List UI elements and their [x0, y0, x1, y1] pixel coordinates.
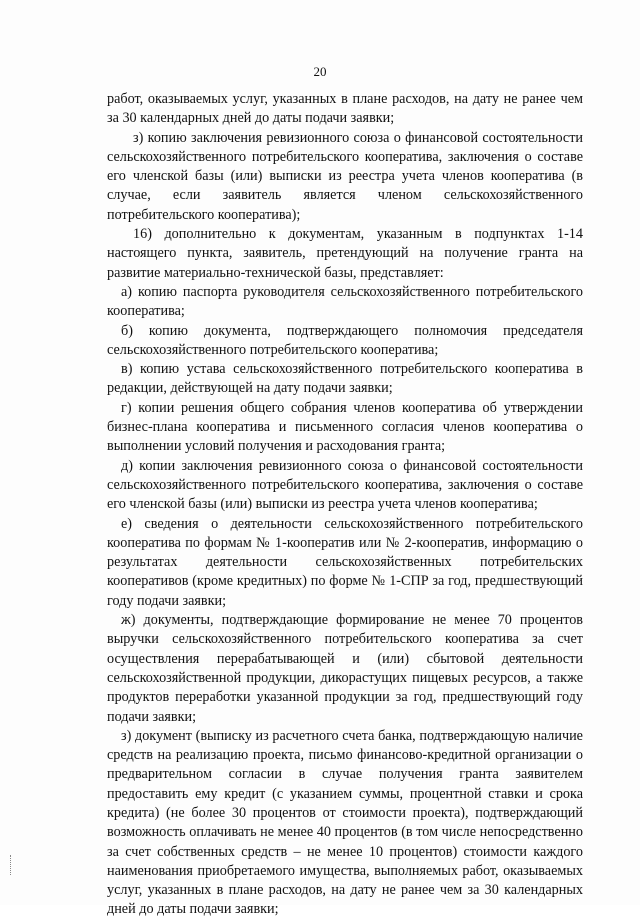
scan-margin-mark	[10, 855, 12, 875]
paragraph-item-z: з) копию заключения ревизионного союза о финансовой состоятельности сельскохозяйственного потребительского кооператива, заключения о составе его членской базы (или) выписки из реестра учета членов кооператива (в случае, если заявитель является членом сельскохозяйственного потребительского кооператива);	[107, 129, 583, 223]
paragraph-item-z2: з) документ (выписку из расчетного счета банка, подтверждающую наличие средств на реализацию проекта, письмо финансово-кредитной организации о предварительном согласии в случае получения гранта заявителем предоставить ему кредит (с указанием суммы, процентной ставки и срока кредита) (не более 30 процентов от стоимости проекта), подтверждающий возможность оплачивать не менее 40 процентов (в том числе непосредственно за счет собственных средств – не менее 10 процентов) стоимости каждого наименования приобретаемого имущества, выполняемых работ, оказываемых услуг, указанных в плане расходов, на дату не ранее чем за 30 календарных дней до даты подачи заявки;	[107, 727, 583, 918]
paragraph-item-g: г) копии решения общего собрания членов кооператива об утверждении бизнес-плана кооператива и письменного согласия членов кооператива о выполнении условий получения и расходования гранта;	[107, 399, 583, 455]
paragraph-item-d: д) копии заключения ревизионного союза о финансовой состоятельности сельскохозяйственного потребительского кооператива, заключения о составе его членской базы (или) выписки из реестра учета членов кооператива;	[107, 457, 583, 513]
body-text	[107, 90, 583, 920]
paragraph-item-zh: ж) документы, подтверждающие формирование не менее 70 процентов выручки сельскохозяйственного потребительского кооператива за счет осуществления перерабатывающей и (или) сбытовой деятельности сельскохозяйственной продукции, дикорастущих пищевых ресурсов, а также продуктов переработки указанной продукции за год, предшествующий году подачи заявки;	[107, 612, 583, 725]
paragraph-continuation: работ, оказываемых услуг, указанных в плане расходов, на дату не ранее чем за 30 календарных дней до даты подачи заявки;	[107, 91, 583, 127]
paragraph-item-a: а) копию паспорта руководителя сельскохозяйственного потребительского кооператива;	[107, 283, 583, 320]
paragraph-item-16: 16) дополнительно к документам, указанным в подпунктах 1-14 настоящего пункта, заявитель, претендующий на получение гранта на развитие материально-технической базы, представляет:	[107, 226, 583, 281]
paragraph-item-b: б) копию документа, подтверждающего полномочия председателя сельскохозяйственного потребительского кооператива;	[107, 322, 583, 358]
paragraph-item-e: е) сведения о деятельности сельскохозяйственного потребительского кооператива по формам № 1-кооператив или № 2-кооператив, информацию о результатах деятельности сельскохозяйственных потребительских кооперативов (кроме кредитных) по форме № 1-СПР за год, предшествующий году подачи заявки;	[107, 515, 583, 609]
page-number: 20	[313, 64, 327, 79]
paragraph-item-v: в) копию устава сельскохозяйственного потребительского кооператива в редакции, действующей на дату подачи заявки;	[107, 361, 583, 397]
